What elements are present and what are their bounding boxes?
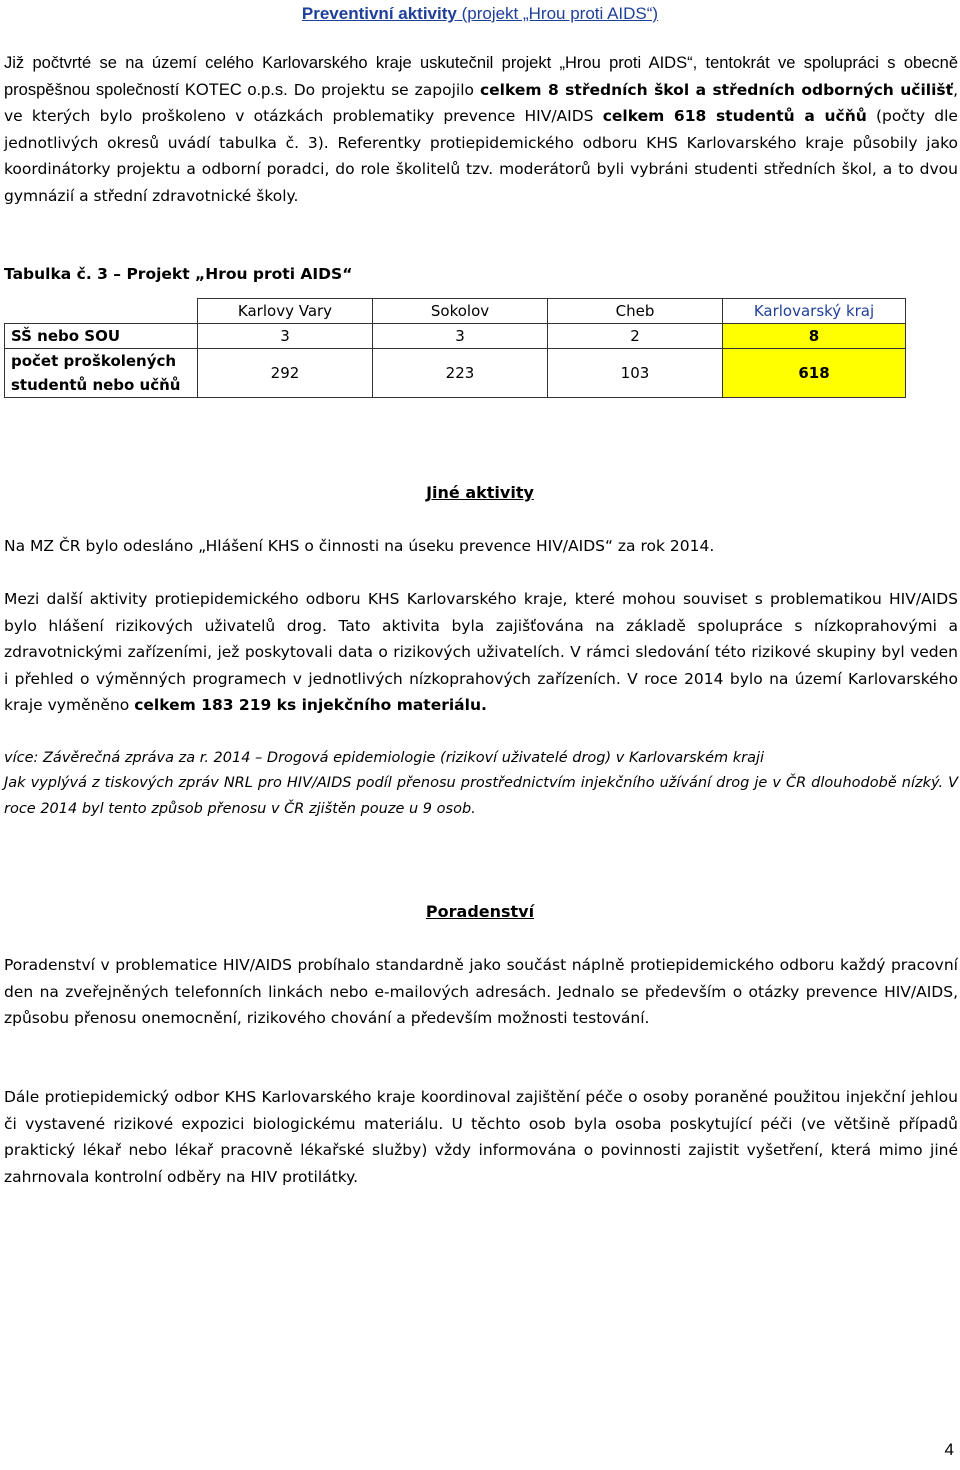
intro-text-a: Již počtvrté se na území celého Karlovarského kraje uskutečnil projekt „Hrou proti AIDS“, tentokrát ve spolupráci s obecně prospěšnou společností KOTEC o.p.s. bbox=[4, 54, 958, 99]
reference-note: více: Závěrečná zpráva za r. 2014 – Drogová epidemiologie (rizikoví uživatelé drog) v Karlovarském kraji bbox=[4, 750, 765, 766]
table-cell: 3 bbox=[373, 324, 548, 349]
transmission-note: Jak vyplývá z tiskových zpráv NRL pro HIV/AIDS podíl přenosu prostřednictvím injekčního užívání drog je v ČR dlouhodobě nízký. V roce 2014 byl tento způsob přenosu v ČR zjištěn pouze u 9 osob. bbox=[4, 775, 958, 817]
intro-students-count: celkem 618 studentů a učňů bbox=[602, 107, 867, 125]
table-header-cell: Cheb bbox=[548, 299, 723, 324]
table-header-cell: Sokolov bbox=[373, 299, 548, 324]
section-heading-counselling: Poradenství bbox=[425, 902, 535, 921]
intro-text-d: , ve kterých bylo proškoleno v otázkách problematiky prevence HIV/AIDS bbox=[4, 80, 958, 125]
table-cell-total: 618 bbox=[723, 349, 906, 398]
intro-paragraph bbox=[4, 50, 958, 209]
syringes-total: celkem 183 219 ks injekčního materiálu. bbox=[134, 696, 487, 714]
page-title: Preventivní aktivity (projekt „Hrou proti AIDS“) bbox=[301, 4, 659, 23]
table-header-row bbox=[5, 299, 906, 324]
table-row bbox=[5, 349, 906, 398]
table-cell: 292 bbox=[198, 349, 373, 398]
intro-text-g: Referentky protiepidemického odboru KHS Karlovarského kraje působily jako koordinátorky projektu a odborní poradci, do role školitelů tzv. moderátorů byli vybráni studenti středních škol, a to dvou gymnázií a střední zdravotnické školy. bbox=[4, 133, 958, 205]
report-paragraph: Na MZ ČR bylo odesláno „Hlášení KHS o činnosti na úseku prevence HIV/AIDS“ za rok 2014. bbox=[4, 537, 715, 555]
table-cell: 3 bbox=[198, 324, 373, 349]
intro-text-b: Do projektu se zapojilo bbox=[287, 80, 480, 99]
intro-schools-count: celkem 8 středních škol a středních odborných učilišť bbox=[479, 80, 954, 99]
table-row-label: SŠ nebo SOU bbox=[5, 324, 198, 349]
counselling-paragraph: Poradenství v problematice HIV/AIDS probíhalo standardně jako součást náplně protiepidemického odboru každý pracovní den na zveřejněných telefonních linkách nebo e-mailových adresách. Jednalo se především o otázky prevence HIV/AIDS, způsobu přenosu onemocnění, rizikového chování a především možnosti testování. bbox=[4, 956, 958, 1027]
drug-users-paragraph bbox=[4, 586, 958, 719]
table-cell-total: 8 bbox=[723, 324, 906, 349]
intro-text-f: (počty dle jednotlivých okresů uvádí tabulka č. 3). bbox=[4, 107, 958, 152]
table-cell: 103 bbox=[548, 349, 723, 398]
page-number: 4 bbox=[944, 1440, 954, 1459]
care-paragraph: Dále protiepidemický odbor KHS Karlovarského kraje koordinoval zajištění péče o osoby poraněné použitou injekční jehlou či vystavené rizikové expozici biologickému materiálu. U těchto osob byla osoba poskytující péči (ve většině případů praktický lékař nebo lékař pracovně lékařské služby) vždy informována o povinnosti zajistit vyšetření, která mimo jiné zahrnovala kontrolní odběry na HIV protilátky. bbox=[4, 1088, 958, 1186]
table-header-cell: Karlovy Vary bbox=[198, 299, 373, 324]
table-header-cell: Karlovarský kraj bbox=[723, 299, 906, 324]
table-corner bbox=[5, 299, 198, 324]
project-table bbox=[4, 298, 906, 398]
table-cell: 223 bbox=[373, 349, 548, 398]
table-row bbox=[5, 324, 906, 349]
table-caption: Tabulka č. 3 – Projekt „Hrou proti AIDS“ bbox=[4, 265, 353, 283]
drug-users-text: Mezi další aktivity protiepidemického odboru KHS Karlovarského kraje, které mohou souviset s problematikou HIV/AIDS bylo hlášení rizikových uživatelů drog. Tato aktivita byla zajišťována na základě spolupráce s nízkoprahovými a zdravotnickými zařízeními, jež poskytovali data o rizikových uživatelích. V rámci sledování této rizikové skupiny byl veden i přehled o výměnných programech v jednotlivých nízkoprahových zařízeních. V roce 2014 bylo na území Karlovarského kraje vyměněno bbox=[4, 590, 958, 714]
table-row-label: počet proškolených studentů nebo učňů bbox=[5, 349, 198, 398]
section-heading-other: Jiné aktivity bbox=[426, 483, 534, 502]
table-cell: 2 bbox=[548, 324, 723, 349]
